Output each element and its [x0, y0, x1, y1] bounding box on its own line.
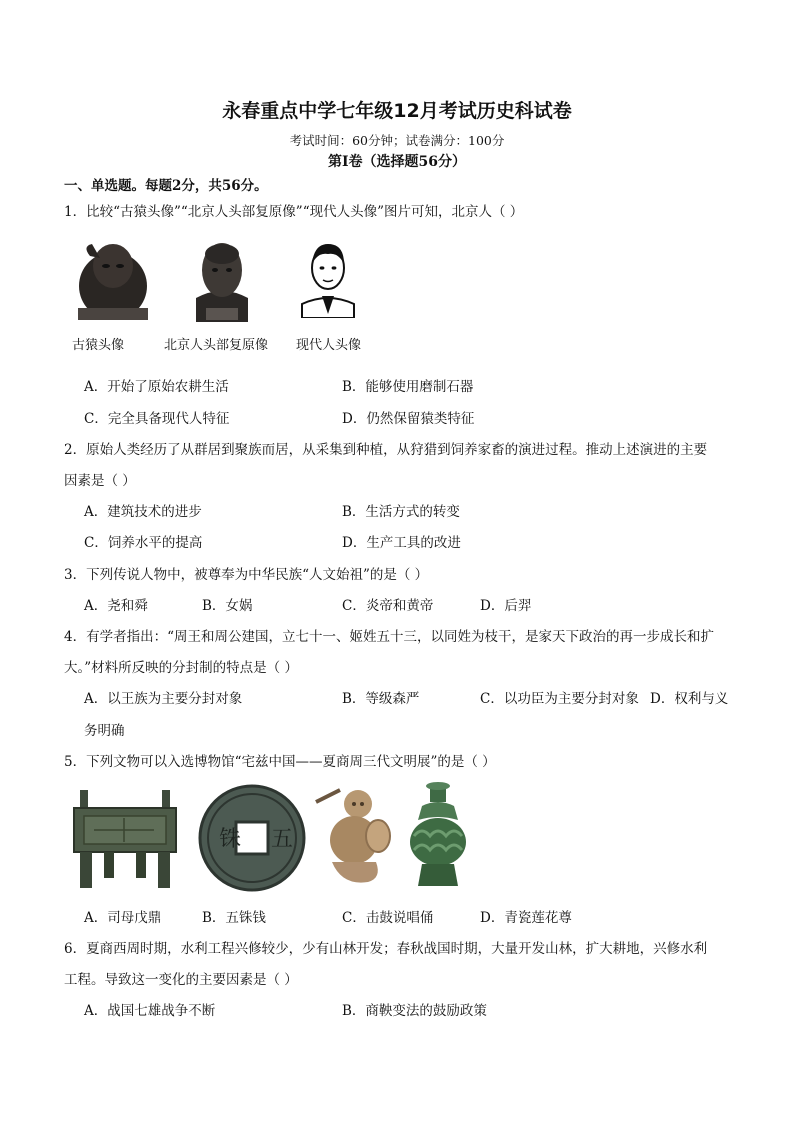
q2-stem-line1: 2．原始人类经历了从群居到聚族而居，从采集到种植，从狩猎到饲养家畜的演进过程。推动上述演进的主要 [64, 442, 708, 458]
q4-stem-line2: 大。”材料所反映的分封制的特点是（ ） [64, 660, 298, 676]
peking-man-bust-icon [186, 236, 258, 322]
q3-option-d: D．后羿 [480, 598, 532, 614]
q1-stem: 1．比较“古猿头像”“北京人头部复原像”“现代人头像”图片可知，北京人（ ） [64, 204, 524, 220]
q6-option-a: A．战国七雄战争不断 [84, 1003, 216, 1019]
q1-option-a: A．开始了原始农耕生活 [84, 379, 229, 395]
part-title: 第Ⅰ卷（选择题56分） [327, 154, 467, 170]
q6-stem-line2: 工程。导致这一变化的主要因素是（ ） [64, 972, 298, 988]
q6-stem-line1: 6．夏商西周时期，水利工程兴修较少，少有山林开发；春秋战国时期，大量开发山林，扩大耕地，兴修水利 [64, 941, 708, 957]
q1-option-b: B．能够使用磨制石器 [342, 379, 474, 395]
q6-option-b: B．商鞅变法的鼓励政策 [342, 1003, 487, 1019]
modern-man-portrait-icon [298, 238, 358, 318]
coin-char-left: 铢 [219, 827, 242, 852]
q5-stem: 5．下列文物可以入选博物馆“宅兹中国——夏商周三代文明展”的是（ ） [64, 754, 496, 770]
q2-stem-line2: 因素是（ ） [64, 473, 136, 489]
caption-peking-man: 北京人头部复原像 [164, 338, 269, 353]
q1-option-c: C．完全具备现代人特征 [84, 411, 230, 427]
q5-option-c: C．击鼓说唱俑 [342, 910, 434, 926]
q5-option-b: B．五铢钱 [202, 910, 266, 926]
exam-title: 永春重点中学七年级12月考试历史科试卷 [222, 100, 572, 122]
q2-option-d: D．生产工具的改进 [342, 535, 461, 551]
coin-char-right: 五 [271, 827, 294, 852]
wuzhu-coin-icon [198, 784, 306, 892]
bronze-ding-icon [70, 786, 180, 890]
q2-option-a: A．建筑技术的进步 [84, 504, 202, 520]
q1-option-d: D．仍然保留猿类特征 [342, 411, 475, 427]
q2-option-c: C．饲养水平的提高 [84, 535, 203, 551]
q3-stem: 3．下列传说人物中，被尊奉为中华民族“人文始祖”的是（ ） [64, 567, 429, 583]
q4-option-d-continued: 务明确 [84, 723, 125, 739]
q4-stem-line1: 4．有学者指出：“周王和周公建国，立七十一、姬姓五十三，以同姓为枝干，是家天下政治的再一步成长和扩 [64, 629, 714, 645]
q3-option-a: A．尧和舜 [84, 598, 148, 614]
q4-option-b: B．等级森严 [342, 691, 420, 707]
section-heading: 一、单选题。每题2分，共56分。 [64, 178, 268, 194]
ape-head-icon [70, 236, 156, 322]
q4-option-c: C．以功臣为主要分封对象 [480, 691, 639, 707]
caption-ape: 古猿头像 [72, 338, 125, 353]
q5-option-d: D．青瓷莲花尊 [480, 910, 572, 926]
q2-option-b: B．生活方式的转变 [342, 504, 460, 520]
drummer-figurine-icon [312, 782, 396, 888]
celadon-vase-icon [406, 780, 470, 890]
q4-option-a: A．以王族为主要分封对象 [84, 691, 243, 707]
q4-option-d: D．权利与义 [650, 691, 729, 707]
q3-option-b: B．女娲 [202, 598, 253, 614]
caption-modern-man: 现代人头像 [296, 338, 362, 353]
q5-option-a: A．司母戊鼎 [84, 910, 162, 926]
exam-meta: 考试时间：60分钟；试卷满分：100分 [289, 133, 505, 148]
q3-option-c: C．炎帝和黄帝 [342, 598, 434, 614]
